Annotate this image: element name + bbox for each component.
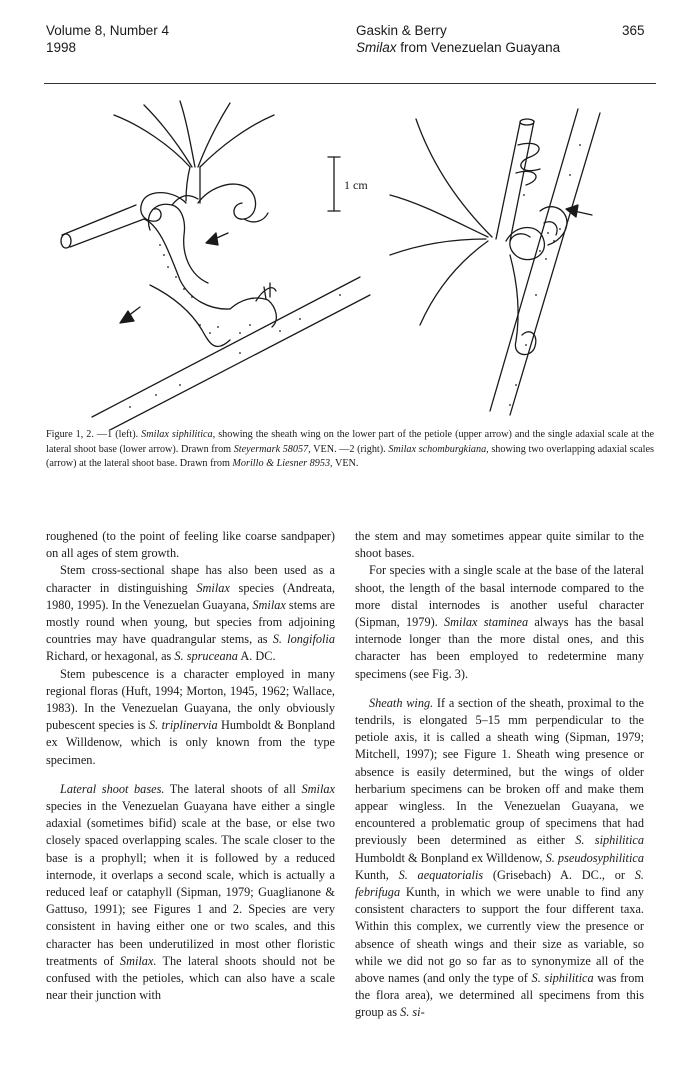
fig1-vein-4 (198, 103, 230, 167)
paragraph: Stem pubescence is a character employed in many regional floras (Huft, 1994; Morton, 1945, 1962; Wallace, 1983). In the Venezuelan Guayana, the only obviously pubescent species is S. triplinervia Humboldt & Bonpland ex Willdenow, which is only known from the type specimen. (46, 666, 336, 767)
paragraph: Stem cross-sectional shape has also been used as a character in distinguishing Smilax species (Andreata, 1980, 1995). In the Venezuelan Guayana, Smilax stems are mostly round when young, but species from adjoining countries may have quadrangular stems, as S. longifolia Richard, or hexagonal, as S. spruceana A. DC. (46, 563, 336, 664)
fig1-sheath-wing (148, 204, 208, 283)
section-heading-sheath-wing: Sheath wing. (369, 695, 434, 710)
caption-species-2: Smilax schomburgkiana, (388, 443, 489, 455)
running-header (356, 22, 560, 56)
fig1-vein-5 (200, 115, 274, 167)
fig1-stem-upper-edge (92, 277, 360, 417)
header-title (356, 39, 560, 56)
fig2-arrow-head (566, 205, 578, 217)
fig2-coil-lower (516, 171, 536, 185)
header-authors: Gaskin & Berry (356, 23, 447, 38)
fig2-petiole-left (496, 123, 520, 239)
fig1-branch-bottom (70, 219, 144, 247)
paragraph: Sheath wing. If a section of the sheath, proximal to the tendrils, is elongated 5–15 mm perpendicular to the petiole axis, it is called a sheath wing (Sipman, 1979; Mitchell, 1997); see Figure 1. Sheath wing presence or absence is easily determined, but the wings of older herbarium specimens can be broken off and make them appear wingless. In the Venezuelan Guayana, we encountered a problematic group of specimens that had previously been determined as either S. siphilitica Humboldt & Bonpland ex Willdenow, S. pseudosyphilitica Kunth, S. aequatorialis (Grisebach) A. DC., or S. febrifuga Kunth, in which we were unable to find any consistent characters to support the four different taxa. Within this complex, we currently view the presence or absence of sheath wings and their size as variable, so while we did not go so far as to synonymize all of the above names (and only the type of S. siphilitica was from the flora area), we determined all specimens from this group as S. si- (355, 695, 644, 1020)
fig2-stem-right-edge (510, 113, 600, 415)
figure-2-drawing (390, 109, 600, 415)
fig2-vein-4 (420, 241, 488, 325)
figure-caption (46, 428, 654, 472)
right-column (355, 528, 644, 1022)
section-heading-lateral-shoot-bases: Lateral shoot bases. (60, 781, 165, 796)
header-rule (44, 83, 656, 84)
fig1-vein-3 (180, 101, 195, 167)
fig2-stipple (509, 144, 581, 406)
caption-text: showing two overlapping adaxial scales (arrow) at the lateral shoot base. Drawn from (46, 443, 654, 470)
caption-text: VEN. (332, 458, 359, 470)
fig2-petiole-right (510, 121, 534, 241)
paragraph: the stem and may sometimes appear quite similar to the shoot bases. (355, 529, 644, 561)
caption-text: showing the sheath wing on the lower part of the petiole (upper arrow) and the single adaxial scale at the lateral shoot base (lower arrow). Drawn from (46, 429, 654, 455)
header-title-rest: from Venezuelan Guayana (396, 40, 561, 55)
caption-specimen-1: Steyermark 58057, (233, 443, 311, 455)
caption-species-1: Smilax siphilitica, (141, 429, 216, 440)
volume-year: 1998 (46, 40, 77, 55)
caption-text: VEN. —2 (right). (310, 443, 389, 455)
volume-number: Volume 8, Number 4 (46, 23, 170, 38)
scale-bar (328, 157, 340, 211)
journal-volume-info (46, 22, 169, 56)
paragraph: For species with a single scale at the base of the lateral shoot, the length of the basal internode compared to the more distal internodes is another useful character (Sipman, 1979). Smilax staminea always has the basal internode longer than the more distal ones, and this character has been employed to redetermine many specimens (see Fig. 3). (355, 563, 645, 681)
figure-1-drawing (61, 101, 370, 430)
figure-drawing (40, 95, 660, 430)
caption-specimen-2: Morillo & Liesner 8953, (232, 458, 333, 470)
fig1-shoot-base (144, 219, 230, 309)
scale-bar-label: 1 cm (344, 178, 368, 192)
fig1-sheath-top (172, 196, 198, 205)
page-number: 365 (622, 23, 645, 38)
fig2-petiole-end (520, 119, 534, 125)
header-title-genus: Smilax (356, 40, 397, 55)
fig1-stem-lower-edge (108, 295, 370, 430)
fig1-vein-2 (144, 105, 192, 167)
fig2-stem-left-edge (490, 109, 578, 411)
fig2-vein-1 (416, 119, 492, 237)
fig2-vein-3 (390, 239, 486, 255)
paragraph: roughened (to the point of feeling like coarse sandpaper) on all ages of stem growth. (46, 529, 335, 561)
caption-text: Figure 1, 2. —1 (left). (46, 429, 142, 440)
fig1-tendril-left (141, 193, 186, 222)
fig1-upper-arrow-head (206, 233, 218, 245)
paragraph: Lateral shoot bases. The lateral shoots of all Smilax species in the Venezuelan Guayana have either a single adaxial (sometimes bifid) scale at the base, or else two closely spaced overlapping scales. The scale closer to the base is a prophyll; when it is followed by a reduced internode, it overlaps a second scale, which is actually a reduced leaf or cataphyll (Sipman, 1979; Guaglianone & Gattuso, 1991); see Figures 1 and 2. Species are very consistent in having either one or two scales, and this character has been underutilized in most other floristic treatments of Smilax. The lateral shoots should not be confused with the petioles, which can also have a scale near their junction with (46, 781, 336, 1003)
fig1-upper-junction (230, 298, 276, 327)
paragraph-gap (46, 769, 335, 781)
paragraph-gap (355, 683, 644, 695)
fig1-branch-end (61, 234, 71, 248)
botanical-figure (40, 95, 660, 430)
fig2-scale-inner (544, 222, 557, 235)
fig1-branch-top (62, 205, 136, 235)
fig1-tendril-right (198, 184, 256, 219)
fig1-vein-1 (114, 115, 190, 167)
left-column (46, 528, 335, 1004)
